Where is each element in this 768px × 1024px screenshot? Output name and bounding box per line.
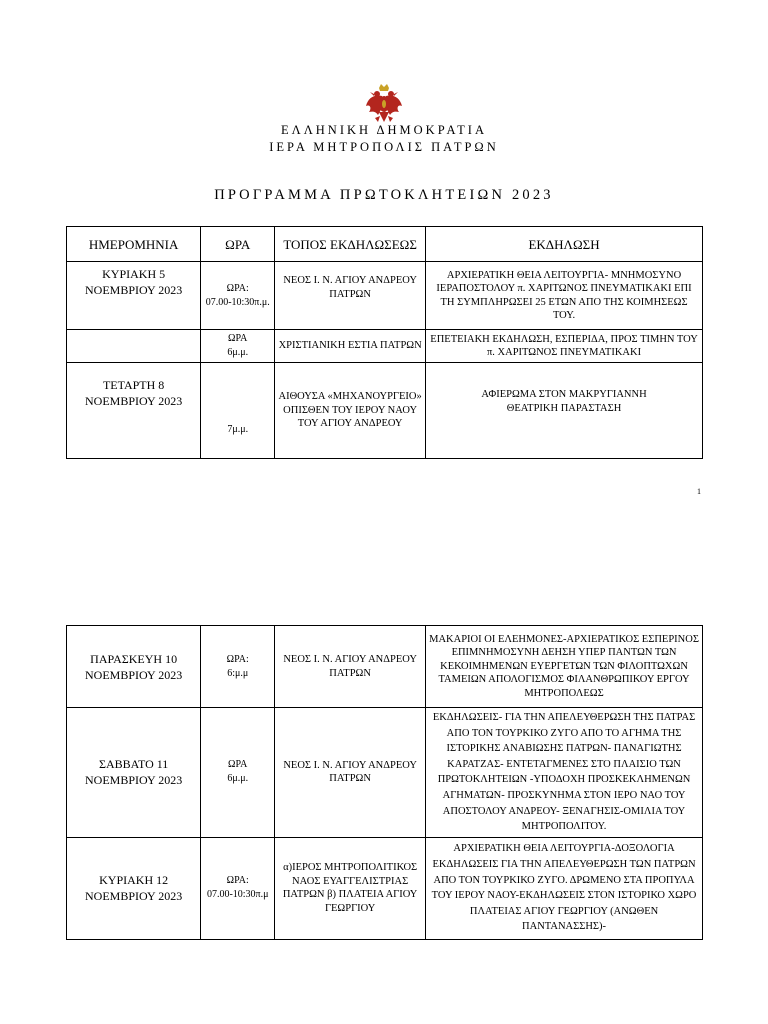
time-label: ΩΡΑ: (226, 282, 249, 294)
row-time (201, 262, 275, 330)
double-headed-eagle-emblem-icon (364, 82, 404, 124)
document-title: ΠΡΟΓΡΑΜΜΑ ΠΡΩΤΟΚΛΗΤΕΙΩΝ 2023 (214, 187, 554, 203)
table-row (67, 363, 703, 459)
time-value: 7μ.μ. (227, 423, 249, 435)
time-label: ΩΡΑ: (226, 653, 249, 665)
time-label: ΩΡΑ (228, 333, 248, 344)
header-place: ΤΟΠΟΣ ΕΚΔΗΛΩΣΕΩΣ (275, 227, 426, 262)
table-row (67, 626, 703, 708)
row-time (201, 363, 275, 459)
time-value: 07.00-10:30π.μ (206, 889, 269, 901)
row-event: ΑΦΙΕΡΩΜΑ ΣΤΟΝ ΜΑΚΡΥΓΙΑΝΝΗ ΘΕΑΤΡΙΚΗ ΠΑΡΑΣΤΑΣΗ (426, 363, 703, 459)
time-value: 6:μ.μ (227, 667, 249, 679)
table-row (67, 837, 703, 939)
row-place: α)ΙΕΡΟΣ ΜΗΤΡΟΠΟΛΙΤΙΚΟΣ ΝΑΟΣ ΕΥΑΓΓΕΛΙΣΤΡΙΑΣ ΠΑΤΡΩΝ β) ΠΛΑΤΕΙΑ ΑΓΙΟΥ ΓΕΩΡΓΙΟΥ (275, 837, 426, 939)
header-event: ΕΚΔΗΛΩΣΗ (426, 227, 703, 262)
table-header-row (67, 227, 703, 262)
schedule-table-page-1 (66, 226, 703, 459)
schedule-table-page-2 (66, 625, 703, 940)
row-date: ΚΥΡΙΑΚΗ 5 ΝΟΕΜΒΡΙΟΥ 2023 (67, 262, 201, 330)
row-date: ΤΕΤΑΡΤΗ 8 ΝΟΕΜΒΡΙΟΥ 2023 (67, 363, 201, 459)
row-date (67, 330, 201, 363)
row-time (201, 330, 275, 363)
time-label: ΩΡΑ: (226, 875, 249, 887)
row-time (201, 837, 275, 939)
row-event: ΕΠΕΤΕΙΑΚΗ ΕΚΔΗΛΩΣΗ, ΕΣΠΕΡΙΔΑ, ΠΡΟΣ ΤΙΜΗΝ ΤΟΥ π. ΧΑΡΙΤΩΝΟΣ ΠΝΕΥΜΑΤΙΚΑΚΙ (426, 330, 703, 363)
table-row (67, 330, 703, 363)
row-place: ΑΙΘΟΥΣΑ «ΜΗΧΑΝΟΥΡΓΕΙΟ» ΟΠΙΣΘΕΝ ΤΟΥ ΙΕΡΟΥ ΝΑΟΥ ΤΟΥ ΑΓΙΟΥ ΑΝΔΡΕΟΥ (275, 363, 426, 459)
row-place: ΝΕΟΣ Ι. Ν. ΑΓΙΟΥ ΑΝΔΡΕΟΥ ΠΑΤΡΩΝ (275, 626, 426, 708)
row-place: ΝΕΟΣ Ι. Ν. ΑΓΙΟΥ ΑΝΔΡΕΟΥ ΠΑΤΡΩΝ (275, 708, 426, 838)
row-event: ΕΚΔΗΛΩΣΕΙΣ- ΓΙΑ ΤΗΝ ΑΠΕΛΕΥΘΕΡΩΣΗ ΤΗΣ ΠΑΤΡΑΣ ΑΠΟ ΤΟΝ ΤΟΥΡΚΙΚΟ ΖΥΓΟ ΑΠΟ ΤΟ ΑΓΗΜΑ ΤΗΣ ΙΣΤΟΡΙΚΗΣ ΑΝΑΒΙΩΣΗΣ ΠΑΤΡΩΝ- ΠΑΝΑΓΙΩΤΗΣ ΚΑΡΑΤΖΑΣ- ΕΝΤΕΤΑΓΜΕΝΕΣ ΣΤΟ ΠΛΑΙΣΙΟ ΤΩΝ ΠΡΩΤΟΚΛΗΤΕΙΩΝ -ΥΠΟΔΟΧΗ ΠΡΟΣΚΕΚΛΗΜΕΝΩΝ ΑΓΗΜΑΤΩΝ- ΠΡΟΣΚΥΝΗΜΑ ΣΤΟΝ ΙΕΡΟ ΝΑΟ ΤΟΥ ΑΠΟΣΤΟΛΟΥ ΑΝΔΡΕΟΥ- ΞΕΝΑΓΗΣΙΣ-ΟΜΙΛΙΑ ΤΟΥ ΜΗΤΡΟΠΟΛΙΤΟΥ. (426, 708, 703, 838)
row-date: ΣΑΒΒΑΤΟ 11 ΝΟΕΜΒΡΙΟΥ 2023 (67, 708, 201, 838)
row-time (201, 626, 275, 708)
row-place: ΧΡΙΣΤΙΑΝΙΚΗ ΕΣΤΙΑ ΠΑΤΡΩΝ (275, 330, 426, 363)
time-value: 6μ.μ. (227, 773, 249, 785)
page-number: 1 (697, 487, 701, 496)
header-line-2: ΙΕΡΑ ΜΗΤΡΟΠΟΛΙΣ ΠΑΤΡΩΝ (269, 140, 499, 154)
header-time: ΩΡΑ (201, 227, 275, 262)
row-place: ΝΕΟΣ Ι. Ν. ΑΓΙΟΥ ΑΝΔΡΕΟΥ ΠΑΤΡΩΝ (275, 262, 426, 330)
time-value: 07.00-10:30π.μ. (205, 296, 270, 308)
time-value: 6μ.μ. (227, 347, 249, 358)
table-row (67, 262, 703, 330)
row-time (201, 708, 275, 838)
row-date: ΠΑΡΑΣΚΕΥΗ 10 ΝΟΕΜΒΡΙΟΥ 2023 (67, 626, 201, 708)
row-date: ΚΥΡΙΑΚΗ 12 ΝΟΕΜΒΡΙΟΥ 2023 (67, 837, 201, 939)
row-event: ΜΑΚΑΡΙΟΙ ΟΙ ΕΛΕΗΜΟΝΕΣ-ΑΡΧΙΕΡΑΤΙΚΟΣ ΕΣΠΕΡΙΝΟΣ ΕΠΙΜΝΗΜΟΣΥΝΗ ΔΕΗΣΗ ΥΠΕΡ ΠΑΝΤΩΝ ΤΩΝ ΚΕΚΟΙΜΗΜΕΝΩΝ ΕΥΕΡΓΕΤΩΝ ΤΩΝ ΦΙΛΟΠΤΩΧΩΝ ΤΑΜΕΙΩΝ ΑΠΟΛΟΓΙΣΜΟΣ ΦΙΛΑΝΘΡΩΠΙΚΟΥ ΕΡΓΟΥ ΜΗΤΡΟΠΟΛΕΩΣ (426, 626, 703, 708)
table-row (67, 708, 703, 838)
time-label: ΩΡΑ (228, 759, 248, 771)
row-event: ΑΡΧΙΕΡΑΤΙΚΗ ΘΕΙΑ ΛΕΙΤΟΥΡΓΙΑ-ΔΟΞΟΛΟΓΙΑ ΕΚΔΗΛΩΣΕΙΣ ΓΙΑ ΤΗΝ ΑΠΕΛΕΥΘΕΡΩΣΗ ΤΩΝ ΠΑΤΡΩΝ ΑΠΟ ΤΟΝ ΤΟΥΡΚΙΚΟ ΖΥΓΟ. ΔΡΩΜΕΝΟ ΣΤΑ ΠΡΟΠΥΛΑ ΤΟΥ ΙΕΡΟΥ ΝΑΟΥ-ΕΚΔΗΛΩΣΕΙΣ ΣΤΟΝ ΙΣΤΟΡΙΚΟ ΧΩΡΟ ΠΛΑΤΕΙΑΣ ΑΓΙΟΥ ΓΕΩΡΓΙΟΥ (ΑΝΩΘΕΝ ΠΑΝΤΑΝΑΣΣΗΣ)- (426, 837, 703, 939)
row-event: ΑΡΧΙΕΡΑΤΙΚΗ ΘΕΙΑ ΛΕΙΤΟΥΡΓΙΑ- ΜΝΗΜΟΣΥΝΟ ΙΕΡΑΠΟΣΤΟΛΟΥ π. ΧΑΡΙΤΩΝΟΣ ΠΝΕΥΜΑΤΙΚΑΚΙ ΕΠΙ ΤΗ ΣΥΜΠΛΗΡΩΣΕΙ 25 ΕΤΩΝ ΑΠΟ ΤΗΣ ΚΟΙΜΗΣΕΩΣ ΤΟΥ. (426, 262, 703, 330)
header-line-1: ΕΛΛΗΝΙΚΗ ΔΗΜΟΚΡΑΤΙΑ (281, 123, 487, 137)
header-date: ΗΜΕΡΟΜΗΝΙΑ (67, 227, 201, 262)
